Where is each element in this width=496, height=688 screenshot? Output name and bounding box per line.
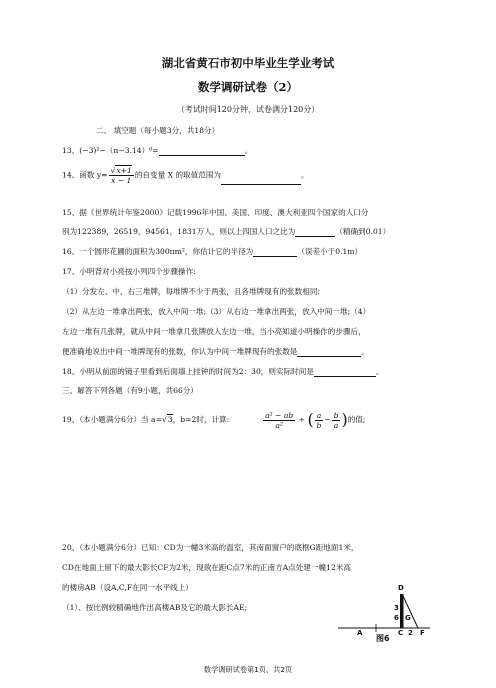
q13-end: 。 bbox=[244, 146, 253, 155]
question-14 bbox=[62, 166, 309, 185]
label-2: 2 bbox=[408, 629, 413, 637]
q19-fraction-3 bbox=[332, 411, 341, 430]
q17-answer-blank bbox=[297, 347, 361, 357]
label-f: F bbox=[420, 629, 425, 637]
q14-prefix: 14、函数 y= bbox=[62, 170, 108, 180]
q17-line2: （1）分发左、中、右三堆牌，每堆牌不少于两张，且各堆牌现有的张数相同; bbox=[62, 287, 320, 296]
q19-f1-denominator: a² bbox=[275, 420, 283, 430]
q18-text: 18、小明从前面的镜子里看到后面墙上挂钟的时间为2：30，则实际时间是 bbox=[62, 367, 314, 376]
q16-answer-blank bbox=[253, 247, 297, 257]
label-6: 6 bbox=[394, 614, 399, 622]
q19-f2-numerator: a bbox=[316, 410, 322, 420]
q19-division-sign: ÷ bbox=[298, 415, 306, 424]
exam-subtitle: 数学调研试卷（2） bbox=[197, 80, 298, 94]
q19-fraction-1 bbox=[263, 411, 295, 430]
question-18 bbox=[62, 367, 384, 377]
q17-line5-text: 便准确地说出中间一堆牌现有的张数，你认为中间一堆牌现有的张数是 bbox=[62, 347, 298, 356]
section-3-heading: 三、解答下列各题（有9小题，共66分） bbox=[62, 386, 198, 395]
sun-ray-line bbox=[403, 596, 418, 628]
exam-info: （考试时间120分钟，试卷满分120分） bbox=[176, 105, 320, 114]
q13-text: 13、(−3)²−（π−3.14）⁰= bbox=[62, 146, 159, 155]
q20-line1: 20、（本小题满分6分）已知：CD为一幢3米高的温室，其南面窗户的底框G距地面1米， bbox=[62, 543, 359, 552]
q17-end: 。 bbox=[361, 347, 369, 356]
q15-precision-note: （精确到0.01） bbox=[335, 227, 391, 236]
q19-f3-denominator: a bbox=[333, 420, 339, 430]
question-13 bbox=[62, 146, 252, 156]
label-d: D bbox=[398, 584, 404, 592]
q19-sqrt-value: 3 bbox=[167, 415, 173, 424]
q16-text: 16、一个圆形花圃的面积为300πm²，你估计它的半径为 bbox=[62, 247, 254, 256]
q17-line1: 17、小明背对小亮按小列四个步骤操作: bbox=[62, 267, 196, 276]
q19-fraction-2 bbox=[315, 411, 324, 430]
greenhouse-cd bbox=[400, 594, 404, 628]
q14-fraction: $\frac{√x+1}{x - 1}$ bbox=[110, 166, 132, 185]
q14-end: 。 bbox=[301, 170, 309, 180]
q19-middle: ，b=2时，计算: bbox=[172, 415, 230, 424]
q14-numerator: x+1 bbox=[116, 166, 132, 175]
q20-line3: 的楼房AB（设A,C,F在同一水平线上） bbox=[62, 583, 193, 592]
q14-answer-blank bbox=[221, 175, 301, 185]
q13-answer-blank bbox=[159, 146, 245, 156]
label-g: G bbox=[405, 614, 411, 622]
q18-answer-blank bbox=[314, 367, 376, 377]
q15-answer-blank bbox=[295, 227, 335, 237]
q14-denominator: x − 1 bbox=[111, 176, 132, 185]
exam-title: 湖北省黄石市初中毕业生学业考试 bbox=[161, 56, 335, 70]
q20-line4: （1）、按比例较精确地作出高楼AB及它的最大影长AE; bbox=[62, 603, 248, 612]
q19-f1-numerator: a² − ab bbox=[265, 410, 294, 420]
question-19: 19、（本小题满分6分）当 a=√3，b=2时，计算: $\frac{\text{a² − ab}}{\text{a²}}$ ÷ ( $\frac{a}{b}$ − $\frac{b}{a}$ )的值; bbox=[62, 410, 366, 430]
q15-line1: 15、据《世界统计年鉴2000》记载1996年中国、美国、印度、澳大利亚四个国家的人口分 bbox=[62, 208, 369, 217]
label-a: A bbox=[357, 629, 363, 637]
q19-suffix: 的值; bbox=[347, 415, 366, 424]
question-16 bbox=[62, 247, 362, 257]
q19-f2-denominator: b bbox=[316, 420, 322, 430]
q17-line4: 左边一堆有几张牌，就从中间一堆拿几张牌放入左边一堆，当小亮知道小明操作的步骤后， bbox=[62, 327, 366, 336]
q20-line2: CD在地面上留下的最大影长CF为2米，现欲在距C点7米的正南方A点处建一幢12米高 bbox=[62, 563, 351, 572]
label-c: C bbox=[398, 629, 404, 637]
q14-suffix: 的自变量 X 的取值范围为 bbox=[134, 170, 222, 180]
figure-caption: 图6 bbox=[376, 634, 390, 643]
q15-line2 bbox=[62, 227, 390, 237]
q17-line3: （2）从左边一堆拿出两张，放入中间一堆;（3）从右边一堆拿出两张，放入中间一堆;（4） bbox=[62, 307, 371, 316]
q19-prefix: 19、（本小题满分6分）当 a= bbox=[62, 415, 162, 424]
q19-f3-numerator: b bbox=[333, 410, 339, 420]
q18-end: 。 bbox=[375, 367, 384, 376]
figure-6 bbox=[336, 584, 432, 644]
q19-minus-sign: − bbox=[324, 415, 331, 424]
label-3: 3 bbox=[394, 604, 399, 612]
page-footer: 数学调研试卷第1页，共2页 bbox=[203, 665, 293, 674]
section-2-heading: 二、 填空题（每小题3分，共18分） bbox=[96, 126, 220, 135]
q17-line5 bbox=[62, 347, 369, 357]
q16-error-note: （误差小于0.1m） bbox=[297, 247, 363, 256]
q15-line2-text: 别为122389，26519，94561，1831万人，则以上四国人口之比为 bbox=[62, 227, 296, 236]
